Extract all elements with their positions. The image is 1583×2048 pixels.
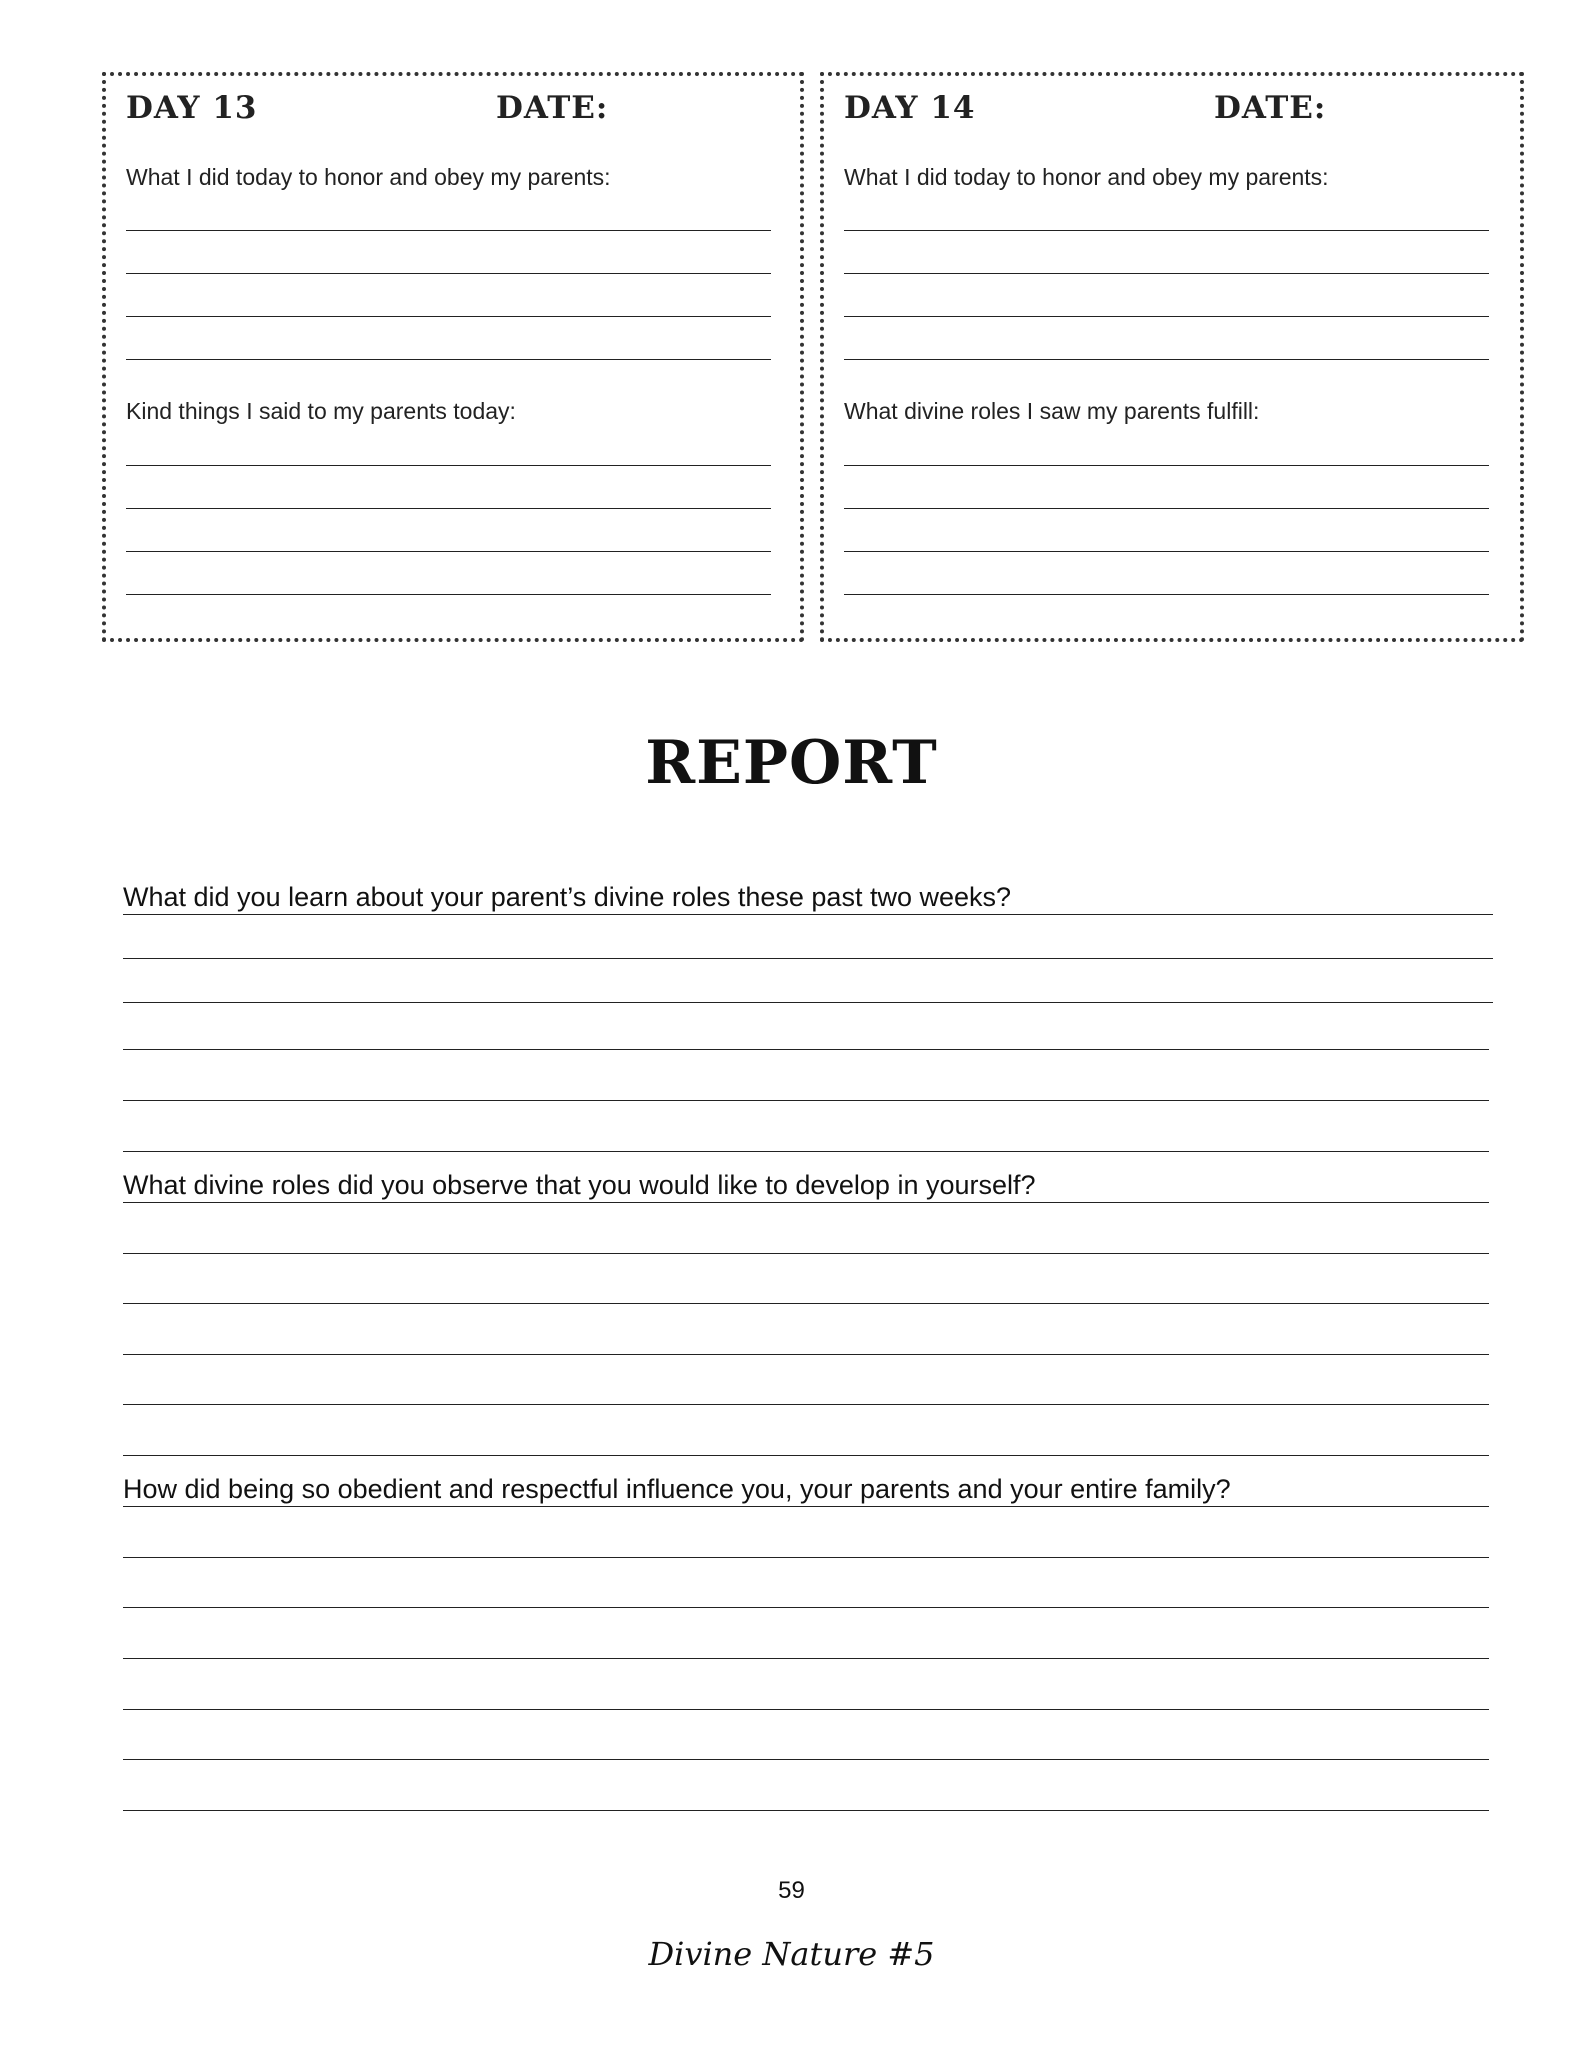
- report-q3-line-3[interactable]: [123, 1607, 1489, 1608]
- day-14-divine-roles-prompt: What divine roles I saw my parents fulfill:: [844, 398, 1260, 424]
- day-13-kind-line-3[interactable]: [126, 551, 771, 552]
- day-14-honor-line-4[interactable]: [844, 359, 1489, 360]
- report-question-1: What did you learn about your parent’s divine roles these past two weeks?: [123, 882, 1012, 912]
- day-13-kind-things-prompt: Kind things I said to my parents today:: [126, 398, 516, 424]
- day-13-kind-line-4[interactable]: [126, 594, 771, 595]
- day-14-roles-line-3[interactable]: [844, 551, 1489, 552]
- day-13-entry-box: [102, 72, 804, 642]
- day-14-label: DAY 14: [844, 90, 976, 126]
- day-13-label: DAY 13: [126, 90, 258, 126]
- day-14-date-label: DATE:: [1214, 90, 1327, 126]
- day-13-kind-line-2[interactable]: [126, 508, 771, 509]
- day-14-entry-box: [820, 72, 1524, 642]
- day-13-honor-line-2[interactable]: [126, 273, 771, 274]
- report-q3-line-5[interactable]: [123, 1709, 1489, 1710]
- day-13-honor-prompt: What I did today to honor and obey my parents:: [126, 164, 611, 190]
- report-q1-line-2[interactable]: [123, 958, 1493, 959]
- day-13-honor-line-3[interactable]: [126, 316, 771, 317]
- report-q3-line-4[interactable]: [123, 1658, 1489, 1659]
- day-14-roles-line-2[interactable]: [844, 508, 1489, 509]
- day-13-honor-line-4[interactable]: [126, 359, 771, 360]
- report-q1-line-4[interactable]: [123, 1049, 1489, 1050]
- report-q2-line-1[interactable]: [123, 1202, 1489, 1203]
- report-question-2: What divine roles did you observe that you would like to develop in yourself?: [123, 1170, 1036, 1200]
- report-question-3: How did being so obedient and respectful influence you, your parents and your entire family?: [123, 1474, 1231, 1504]
- day-14-honor-line-2[interactable]: [844, 273, 1489, 274]
- day-13-date-label: DATE:: [496, 90, 609, 126]
- day-14-roles-line-4[interactable]: [844, 594, 1489, 595]
- report-q2-line-5[interactable]: [123, 1404, 1489, 1405]
- report-q2-line-6[interactable]: [123, 1455, 1489, 1456]
- report-q1-line-5[interactable]: [123, 1100, 1489, 1101]
- report-q2-line-4[interactable]: [123, 1354, 1489, 1355]
- report-q3-line-1[interactable]: [123, 1506, 1489, 1507]
- report-q3-line-7[interactable]: [123, 1810, 1489, 1811]
- report-q3-line-2[interactable]: [123, 1557, 1489, 1558]
- report-q2-line-3[interactable]: [123, 1303, 1489, 1304]
- day-14-honor-line-1[interactable]: [844, 230, 1489, 231]
- day-13-kind-line-1[interactable]: [126, 465, 771, 466]
- day-13-honor-line-1[interactable]: [126, 230, 771, 231]
- report-q2-line-2[interactable]: [123, 1253, 1489, 1254]
- day-14-honor-line-3[interactable]: [844, 316, 1489, 317]
- series-footer: Divine Nature #5: [648, 1935, 935, 1973]
- report-q1-line-3[interactable]: [123, 1002, 1493, 1003]
- day-14-honor-prompt: What I did today to honor and obey my parents:: [844, 164, 1329, 190]
- report-q1-line-1[interactable]: [123, 914, 1493, 915]
- page-number: 59: [778, 1877, 805, 1904]
- day-14-roles-line-1[interactable]: [844, 465, 1489, 466]
- report-title: REPORT: [645, 728, 938, 798]
- report-q3-line-6[interactable]: [123, 1759, 1489, 1760]
- report-q1-line-6[interactable]: [123, 1151, 1489, 1152]
